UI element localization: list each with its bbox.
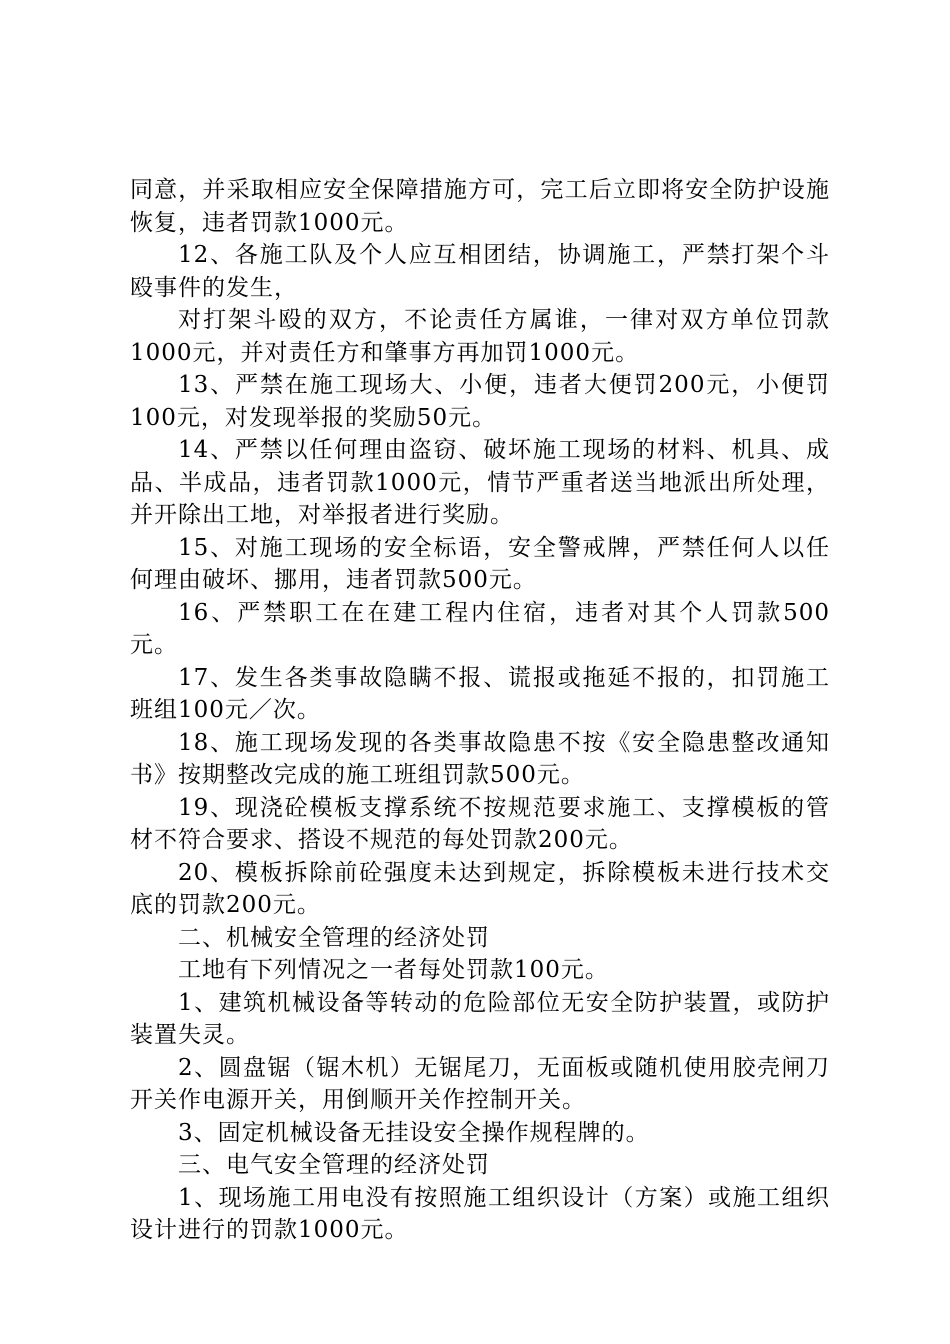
paragraph-14: 1、建筑机械设备等转动的危险部位无安全防护装置，或防护装置失灵。 bbox=[130, 989, 830, 1048]
paragraph-6: 15、对施工现场的安全标语，安全警戒牌，严禁任何人以任何理由破坏、挪用，违者罚款500元。 bbox=[130, 534, 830, 593]
paragraph-16: 3、固定机械设备无挂设安全操作规程牌的。 bbox=[178, 1119, 650, 1146]
paragraph-9: 18、施工现场发现的各类事故隐患不按《安全隐患整改通知书》按期整改完成的施工班组罚款500元。 bbox=[130, 729, 830, 788]
paragraph-18: 1、现场施工用电没有按照施工组织设计（方案）或施工组织设计进行的罚款1000元。 bbox=[130, 1184, 830, 1243]
paragraph-8: 17、发生各类事故隐瞒不报、谎报或拖延不报的，扣罚施工班组100元／次。 bbox=[130, 664, 830, 723]
paragraph-2: 12、各施工队及个人应互相团结，协调施工，严禁打架个斗殴事件的发生， bbox=[130, 242, 830, 301]
paragraph-10: 19、现浇砼模板支撑系统不按规范要求施工、支撑模板的管材不符合要求、搭设不规范的每处罚款200元。 bbox=[130, 794, 830, 853]
paragraph-7: 16、严禁职工在在建工程内住宿，违者对其个人罚款500元。 bbox=[130, 599, 830, 658]
paragraph-1: 同意，并采取相应安全保障措施方可，完工后立即将安全防护设施恢复，违者罚款1000元。 bbox=[130, 177, 830, 236]
paragraph-5: 14、严禁以任何理由盗窃、破坏施工现场的材料、机具、成品、半成品，违者罚款1000元，情节严重者送当地派出所处理，并开除出工地，对举报者进行奖励。 bbox=[130, 437, 830, 528]
paragraph-11: 20、模板拆除前砼强度未达到规定，拆除模板未进行技术交底的罚款200元。 bbox=[130, 859, 830, 918]
section-heading-electrical: 三、电气安全管理的经济处罚 bbox=[178, 1152, 490, 1178]
paragraph-15: 2、圆盘锯（锯木机）无锯尾刀，无面板或随机使用胶壳闸刀开关作电源开关，用倒顺开关作控制开关。 bbox=[130, 1054, 830, 1113]
document-body bbox=[130, 174, 830, 1247]
paragraph-4: 13、严禁在施工现场大、小便，违者大便罚200元，小便罚100元，对发现举报的奖励50元。 bbox=[130, 372, 830, 431]
section-heading-machinery: 二、机械安全管理的经济处罚 bbox=[178, 924, 490, 951]
paragraph-3: 对打架斗殴的双方，不论责任方属谁，一律对双方单位罚款1000元，并对责任方和肇事方再加罚1000元。 bbox=[130, 307, 830, 366]
paragraph-13: 工地有下列情况之一者每处罚款100元。 bbox=[178, 957, 609, 983]
